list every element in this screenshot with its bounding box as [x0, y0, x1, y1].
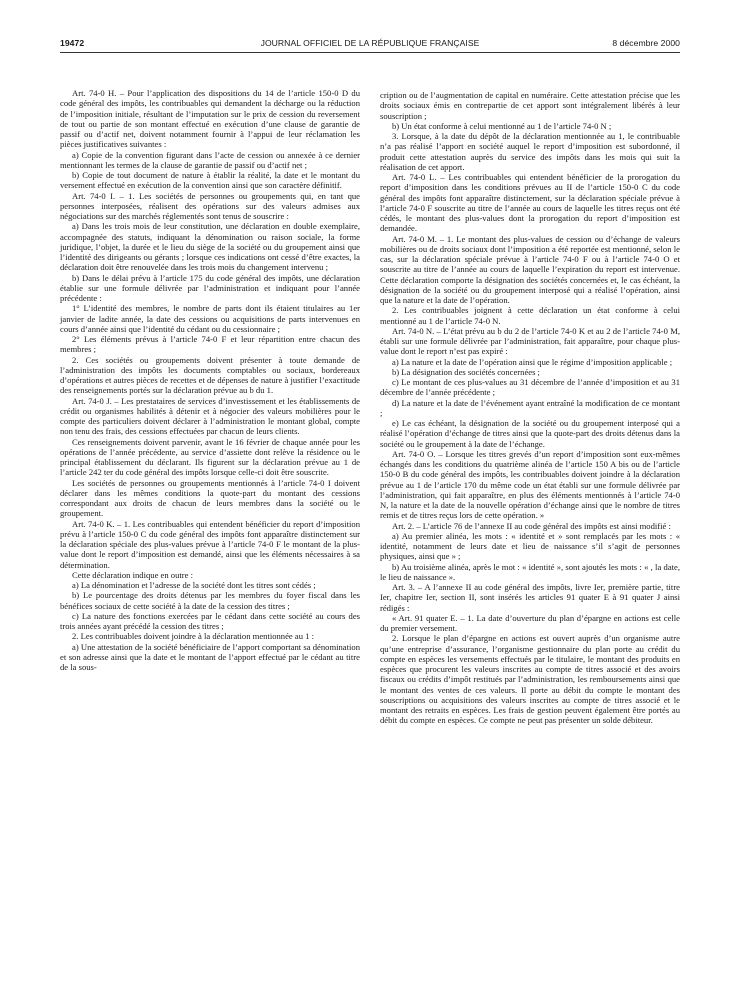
left-column — [60, 88, 360, 672]
paragraph: d) La nature et la date de l’événement ayant entraîné la modification de ce montant ; — [380, 397, 680, 418]
paragraph: b) Copie de tout document de nature à établir la réalité, la date et le montant du versement effectué en exécution de la convention ainsi que son caractère définitif. — [60, 170, 360, 191]
paragraph: b) La désignation des sociétés concernées ; — [392, 366, 540, 377]
paragraph: b) Dans le délai prévu à l’article 175 du code général des impôts, une déclaration établie sur une formule délivrée par l’administration et indiquant pour l’année précédente : — [60, 272, 360, 303]
paragraph: Art. 74-0 O. – Lorsque les titres grevés d’un report d’imposition sont eux-mêmes échangés dans les conditions du quatrième alinéa de l’article 150 A bis ou de l’article 150-0 B du code général des impôts, les contribuables doivent joindre à la déclaration prévue au 1 de l’article 170 du même code un état établi sur une formule délivrée par l’administration, qui fait apparaître, en plus des éléments mentionnés à l’article 74-0 N, la nature et la date de la nouvelle opération d’échange ainsi que le nombre de titres remis et de titres reçus lors de cette opération. » — [380, 448, 680, 521]
paragraph: « Art. 91 quater E. – 1. La date d’ouverture du plan d’épargne en actions est celle du premier versement. — [380, 612, 680, 633]
paragraph: 2. Les contribuables doivent joindre à la déclaration mentionnée au 1 : — [72, 631, 314, 642]
right-column — [380, 90, 680, 726]
paragraph: Art. 74-0 N. – L’état prévu au b du 2 de l’article 74-0 K et au 2 de l’article 74-0 M, établi sur une formule délivrée par l’administration, fait apparaître, pour chaque plus-value dont le report n’est pas expiré : — [380, 325, 680, 357]
paragraph: Art. 74-0 I. – 1. Les sociétés de personnes ou groupements qui, en tant que personnes interposées, réalisent des opérations sur des valeurs admises aux négociations sur des marchés réglementés sont tenus de souscrire : — [60, 190, 360, 221]
paragraph: 2° Les éléments prévus à l’article 74-0 F et leur répartition entre chacun des membres ; — [60, 334, 360, 355]
paragraph: b) Le pourcentage des droits détenus par les membres du foyer fiscal dans les bénéfices sociaux de cette société à la date de la cession des titres ; — [60, 590, 360, 611]
paragraph: b) Au troisième alinéa, après le mot : « identité », sont ajoutés les mots : « , la date, le lieu de naissance ». — [380, 561, 680, 582]
paragraph: b) Un état conforme à celui mentionné au 1 de l’article 74-0 N ; — [392, 120, 612, 131]
paragraph: 3. Lorsque, à la date du dépôt de la déclaration mentionnée au 1, le contribuable n’a pas réalisé l’apport en société auquel le report d’imposition est subordonné, il produit cette attestation auprès du service des impôts dans les mois qui suit la réalisation de cet apport. — [380, 131, 680, 172]
paragraph: e) Le cas échéant, la désignation de la société ou du groupement interposé qui a réalisé l’opération d’échange de titres ainsi que la quote-part des droits détenus dans la société ou le groupement à la date de l’échange. — [380, 418, 680, 449]
issue-date: 8 décembre 2000 — [612, 38, 680, 48]
journal-title: JOURNAL OFFICIEL DE LA RÉPUBLIQUE FRANÇAISE — [260, 38, 480, 48]
paragraph: Art. 74-0 M. – 1. Le montant des plus-values de cession ou d’échange de valeurs mobilières ou de droits sociaux dont l’imposition a été reportée est mentionné, selon le cas, sur la déclaration spéciale prévue à l’article 74-0 F ou à l’article 74-0 O et souscrite au titre de l’année au cours de laquelle l’expiration du report est intervenue. Cette déclaration comporte la désignation des sociétés concernées et, le cas échéant, la désignation de la société ou du groupement interposé qui a réalisé l’opération, ainsi que la nature et la date de l’opération. — [380, 233, 680, 305]
paragraph: 2. Lorsque le plan d’épargne en actions est ouvert auprès d’un organisme autre qu’une entreprise d’assurance, l’organisme gestionnaire du plan porte au crédit du compte en espèces les versements effectués par le titulaire, le montant des produits en espèces que procurent les valeurs inscrites au compte de titres associé et des avoirs fiscaux ou crédits d’impôt restitués par l’administration, les remboursements ainsi que le montant des ventes de ces valeurs. Il porte au débit du compte le montant des souscriptions ou acquisitions des valeurs inscrites au compte de titres associé et le montant des retraits en espèces. Les frais de gestion peuvent également être portés au débit du compte en espèces. Ce compte ne peut pas présenter un solde débiteur. — [380, 633, 680, 726]
paragraph: a) Une attestation de la société bénéficiaire de l’apport comportant sa dénomination et son adresse ainsi que la date et le montant de l’apport effectué par le cédant au titre de la sous- — [60, 641, 360, 672]
paragraph: Art. 74-0 J. – Les prestataires de services d’investissement et les établissements de crédit ou organismes habilités à détenir et à négocier des valeurs mobilières pour le compte des particuliers doivent déclarer à l’administration le montant global, compte non tenu des frais, des cessions effectuées par chacun de leurs clients. — [60, 395, 360, 437]
paragraph: a) La dénomination et l’adresse de la société dont les titres sont cédés ; — [72, 580, 316, 590]
paragraph: Cette déclaration indique en outre : — [72, 569, 193, 580]
paragraph: a) Copie de la convention figurant dans l’acte de cession ou annexée à ce dernier mentionnant les termes de la clause de garantie de passif ou d’actif net ; — [60, 149, 360, 170]
paragraph: Art. 74-0 L. – Les contribuables qui entendent bénéficier de la prorogation du report d’imposition dans les conditions prévues au II de l’article 150-0 C du code général des impôts font apparaître distinctement, sur la déclaration spéciale prévue à l’article 74-0 F souscrite au titre de l’année au cours de laquelle les titres reçus ont été cédés, le montant des plus-values dont la prorogation du report d’imposition est demandée. — [380, 172, 680, 234]
paragraph: Art. 2. – L’article 76 de l’annexe II au code général des impôts est ainsi modifié : — [392, 520, 671, 531]
page-number: 19472 — [60, 38, 85, 48]
paragraph: 2. Les contribuables joignent à cette déclaration un état conforme à celui mentionné au 1 de l’article 74-0 N. — [380, 305, 680, 326]
paragraph: a) Au premier alinéa, les mots : « identité et » sont remplacés par les mots : « identité, notamment de leurs date et lieu de naissance s’il s’agit de personnes physiques, ainsi que » ; — [380, 530, 680, 562]
paragraph: Art. 74-0 H. – Pour l’application des dispositions du 14 de l’article 150-0 D du code général des impôts, les contribuables qui demandent la décharge ou la réduction de l’imposition initiale, résultant de l’imputation sur le prix de cession du reversement de tout ou partie de son montant effectué en exécution d’une clause de garantie de passif ou d’actif net, doivent notamment fournir à l’appui de leur réclamation les pièces justificatives suivantes : — [60, 88, 360, 150]
paragraph: 2. Ces sociétés ou groupements doivent présenter à toute demande de l’administration des impôts les documents comptables ou sociaux, bordereaux d’opérations et autres pièces de recettes et de dépenses de nature à justifier l’exactitude des renseignements portés sur la déclaration prévue au b du 1. — [60, 354, 360, 396]
paragraph: Art. 74-0 K. – 1. Les contribuables qui entendent bénéficier du report d’imposition prévu à l’article 150-0 C du code général des impôts font apparaître distinctement sur la déclaration spéciale des plus-values prévue à l’article 74-0 F le montant de la plus-value dont le report d’imposition est demandé, ainsi que les éléments nécessaires à sa détermination. — [60, 518, 360, 570]
paragraph: c) Le montant de ces plus-values au 31 décembre de l’année d’imposition et au 31 décembre de l’année précédente ; — [380, 377, 680, 398]
paragraph: Ces renseignements doivent parvenir, avant le 16 février de chaque année pour les opérations de l’année précédente, au service d’assiette dont relève la résidence ou le principal établissement du déclarant. Ils figurent sur la déclaration prévue au 1 de l’article 242 ter du code général des impôts lorsque celle-ci doit être souscrite. — [60, 436, 360, 478]
paragraph: Les sociétés de personnes ou groupements mentionnés à l’article 74-0 I doivent déclarer dans les mêmes conditions la quote-part du montant des cessions correspondant aux droits de chacun de leurs membres dans la société ou le groupement. — [60, 477, 360, 519]
page-header — [60, 38, 680, 52]
paragraph: a) Dans les trois mois de leur constitution, une déclaration en double exemplaire, accompagnée des statuts, indiquant la dénomination ou raison sociale, la forme juridique, l’objet, la durée et le lieu du siège de la société ou du groupement ainsi que l’identité des dirigeants ou gérants ; lorsque ces indications ont cessé d’être exactes, la déclaration doit être renouvelée dans les trois mois du changement intervenu ; — [60, 221, 360, 273]
header-rule — [60, 52, 680, 53]
paragraph: c) La nature des fonctions exercées par le cédant dans cette société au cours des trois années ayant précédé la cession des titres ; — [60, 610, 360, 631]
paragraph: cription ou de l’augmentation de capital en numéraire. Cette attestation précise que les droits sociaux émis en contrepartie de cet apport sont intégralement libérés à leur souscription ; — [380, 90, 680, 121]
paragraph: Art. 3. – A l’annexe II au code général des impôts, livre Ier, première partie, titre Ier, chapitre Ier, section II, sont insérés les articles 91 quater E à 91 quater J ainsi rédigés : — [380, 582, 680, 613]
paragraph: a) La nature et la date de l’opération ainsi que le régime d’imposition applicable ; — [392, 356, 673, 367]
paragraph: 1° L’identité des membres, le nombre de parts dont ils étaient titulaires au 1er janvier de ladite année, la date des cessions ou acquisitions de parts intervenues en cours d’année ainsi que l’identité du cédant ou du cessionnaire ; — [60, 303, 360, 334]
